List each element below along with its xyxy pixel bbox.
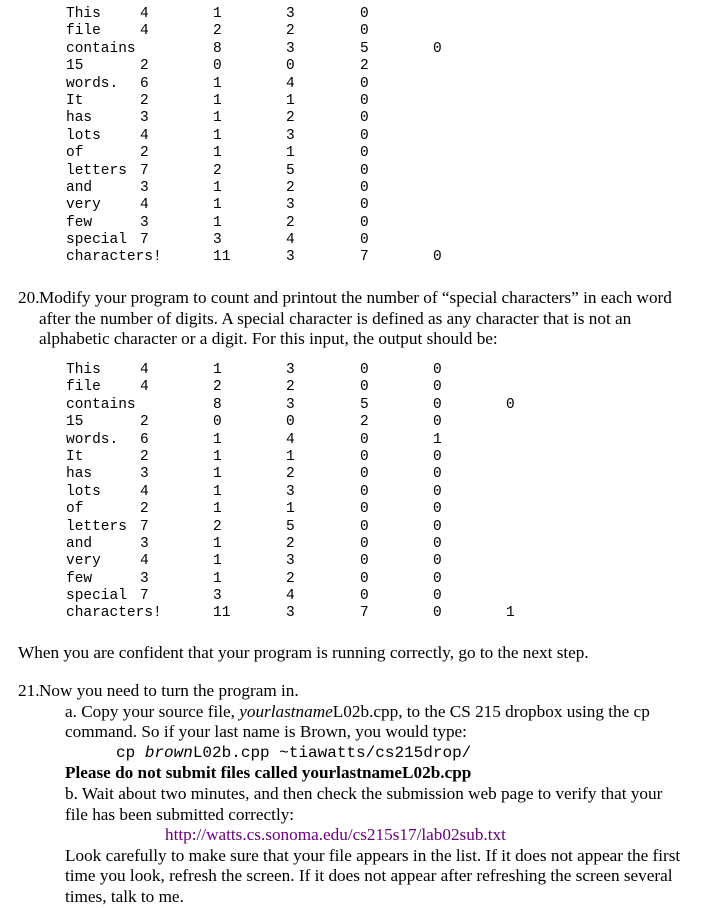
table-cell: contains: [66, 40, 136, 57]
table-cell: 0: [360, 75, 369, 92]
table-cell: 2: [140, 92, 149, 109]
table-cell: and: [66, 179, 93, 196]
step-21-intro: Now you need to turn the program in.: [39, 681, 299, 700]
table-cell: 0: [433, 535, 442, 552]
table-cell: 0: [433, 605, 442, 622]
table-cell: 2: [213, 518, 222, 535]
table-cell: 0: [360, 448, 369, 465]
table-cell: 3: [286, 127, 295, 144]
table-cell: 0: [506, 396, 515, 413]
step-20-line2: after the number of digits. A special character is defined as any character that is not an: [39, 308, 632, 328]
table-cell: 0: [286, 58, 295, 75]
look-line2: time you look, refresh the screen. If it does not appear after refreshing the screen several: [65, 866, 673, 886]
table-cell: 1: [213, 197, 222, 214]
table-cell: 0: [360, 127, 369, 144]
table-cell: 0: [360, 483, 369, 500]
table-cell: 1: [286, 145, 295, 162]
table-cell: 2: [286, 110, 295, 127]
table-cell: 2: [360, 58, 369, 75]
table-cell: contains: [66, 396, 136, 413]
table-cell: 0: [433, 483, 442, 500]
table-cell: 5: [286, 518, 295, 535]
table-cell: letters: [66, 518, 127, 535]
table-cell: 11: [213, 249, 231, 266]
table-cell: very: [66, 553, 101, 570]
step-20: [18, 288, 698, 350]
table-cell: 0: [433, 553, 442, 570]
step-20-line3: alphabetic character or a digit. For this input, the output should be:: [39, 329, 498, 349]
table-cell: 6: [140, 431, 149, 448]
table-cell: 7: [360, 249, 369, 266]
table-cell: 0: [360, 214, 369, 231]
table-cell: 2: [286, 466, 295, 483]
table-cell: 4: [140, 553, 149, 570]
table-cell: words.: [66, 431, 119, 448]
table-cell: 3: [140, 535, 149, 552]
table-cell: 1: [506, 605, 515, 622]
table-cell: 5: [360, 40, 369, 57]
table-cell: 0: [433, 249, 442, 266]
table-cell: 0: [360, 92, 369, 109]
table-cell: 0: [360, 535, 369, 552]
table-cell: 0: [433, 414, 442, 431]
table-cell: 7: [140, 588, 149, 605]
table-cell: 4: [140, 379, 149, 396]
table-cell: 2: [360, 414, 369, 431]
table-cell: 1: [213, 6, 222, 22]
table-cell: and: [66, 535, 93, 552]
table-cell: 7: [140, 518, 149, 535]
table-cell: 0: [213, 414, 222, 431]
table-cell: characters!: [66, 605, 162, 622]
step-21a-line2: command. So if your last name is Brown, you would type:: [65, 722, 467, 742]
confident-paragraph: When you are confident that your program is running correctly, go to the next step.: [18, 643, 589, 662]
table-cell: file: [66, 379, 101, 396]
table-cell: special: [66, 588, 127, 605]
table-cell: 0: [433, 448, 442, 465]
table-cell: 4: [286, 75, 295, 92]
table-cell: 1: [213, 214, 222, 231]
table-cell: 3: [286, 197, 295, 214]
table-cell: 0: [360, 232, 369, 249]
table-cell: 3: [286, 249, 295, 266]
table-cell: 0: [433, 501, 442, 518]
table-cell: 3: [140, 179, 149, 196]
table-cell: 0: [433, 379, 442, 396]
table-cell: 0: [360, 570, 369, 587]
table-cell: It: [66, 92, 84, 109]
table-cell: 3: [140, 570, 149, 587]
table-cell: 0: [360, 379, 369, 396]
table-cell: 0: [360, 553, 369, 570]
table-cell: 3: [286, 396, 295, 413]
table-cell: This: [66, 6, 101, 22]
table-cell: 0: [286, 414, 295, 431]
table-cell: 3: [213, 588, 222, 605]
table-cell: 0: [360, 162, 369, 179]
table-cell: It: [66, 448, 84, 465]
table-cell: 3: [286, 362, 295, 378]
table-cell: 0: [433, 588, 442, 605]
table-cell: 0: [213, 58, 222, 75]
table-cell: 1: [213, 179, 222, 196]
table-cell: 0: [433, 466, 442, 483]
table-cell: 0: [433, 396, 442, 413]
table-cell: 1: [286, 92, 295, 109]
table-cell: 4: [140, 127, 149, 144]
table-cell: 2: [140, 58, 149, 75]
table-cell: 0: [360, 145, 369, 162]
table-cell: 2: [140, 501, 149, 518]
table-cell: 0: [360, 197, 369, 214]
table-cell: 0: [360, 501, 369, 518]
table-cell: 1: [433, 431, 442, 448]
table-cell: 4: [140, 197, 149, 214]
table-cell: 5: [360, 396, 369, 413]
table-cell: file: [66, 23, 101, 40]
table-cell: 2: [286, 23, 295, 40]
table-cell: 2: [140, 448, 149, 465]
table-cell: 7: [140, 162, 149, 179]
look-line1: Look carefully to make sure that your file appears in the list. If it does not appear the first: [65, 845, 681, 865]
table-cell: 0: [433, 362, 442, 378]
table-cell: 15: [66, 58, 84, 75]
step-number: 21.: [18, 681, 40, 700]
step-21: [18, 681, 702, 908]
table-cell: 1: [213, 431, 222, 448]
table-cell: 7: [360, 605, 369, 622]
table-cell: 1: [213, 75, 222, 92]
table-cell: 4: [286, 588, 295, 605]
table-cell: 4: [286, 232, 295, 249]
table-cell: 0: [360, 431, 369, 448]
table-cell: 0: [360, 110, 369, 127]
table-cell: 1: [213, 127, 222, 144]
table-cell: has: [66, 110, 93, 127]
table-cell: 1: [213, 483, 222, 500]
table-cell: 1: [213, 92, 222, 109]
step-21b-line1: b. Wait about two minutes, and then check the submission web page to verify that your: [65, 783, 663, 803]
table-cell: 1: [213, 553, 222, 570]
look-line3: times, talk to me.: [65, 886, 184, 906]
table-cell: 0: [360, 588, 369, 605]
table-cell: characters!: [66, 249, 162, 266]
table-cell: 1: [286, 448, 295, 465]
table-cell: 0: [360, 23, 369, 40]
table-cell: 3: [140, 214, 149, 231]
table-cell: 0: [433, 40, 442, 57]
table-cell: very: [66, 197, 101, 214]
table-cell: 1: [213, 110, 222, 127]
table-cell: 4: [140, 483, 149, 500]
table-cell: 11: [213, 605, 231, 622]
table-cell: 1: [213, 362, 222, 378]
table-cell: 2: [140, 145, 149, 162]
table-cell: 1: [286, 501, 295, 518]
table-cell: 2: [286, 379, 295, 396]
table-cell: 2: [213, 162, 222, 179]
table-cell: 2: [213, 379, 222, 396]
table-cell: 0: [433, 570, 442, 587]
table-cell: 1: [213, 145, 222, 162]
table-cell: 7: [140, 232, 149, 249]
table-cell: few: [66, 570, 93, 587]
table-cell: 6: [140, 75, 149, 92]
table-cell: words.: [66, 75, 119, 92]
table-cell: 1: [213, 535, 222, 552]
table-cell: has: [66, 466, 93, 483]
copy-command: cp brownL02b.cpp ~tiawatts/cs215drop/: [116, 743, 472, 762]
step-21a-line1: a. Copy your source file, yourlastnameL02b.cpp, to the CS 215 dropbox using the cp: [65, 701, 650, 721]
submit-warning: Please do not submit files called yourlastnameL02b.cpp: [65, 763, 472, 783]
table-cell: 1: [213, 448, 222, 465]
table-cell: 2: [286, 214, 295, 231]
step-20-line1: Modify your program to count and printout the number of “special characters” in each word: [39, 288, 672, 307]
table-cell: 2: [286, 535, 295, 552]
table-cell: 0: [360, 518, 369, 535]
table-cell: of: [66, 501, 84, 518]
table-cell: 4: [140, 362, 149, 378]
table-cell: 8: [213, 40, 222, 57]
table-cell: 3: [286, 483, 295, 500]
table-cell: 1: [213, 501, 222, 518]
table-cell: 4: [140, 23, 149, 40]
table-cell: 0: [360, 179, 369, 196]
table-cell: 3: [140, 466, 149, 483]
table-cell: 2: [286, 570, 295, 587]
table-cell: letters: [66, 162, 127, 179]
table-cell: lots: [66, 127, 101, 144]
table-cell: 4: [286, 431, 295, 448]
step-21b-line2: file has been submitted correctly:: [65, 804, 295, 824]
table-cell: of: [66, 145, 84, 162]
table-cell: 1: [213, 570, 222, 587]
table-cell: 0: [360, 466, 369, 483]
table-cell: 15: [66, 414, 84, 431]
table-cell: 0: [360, 362, 369, 378]
table-cell: 3: [140, 110, 149, 127]
table-cell: 2: [140, 414, 149, 431]
table-cell: 1: [213, 466, 222, 483]
table-cell: lots: [66, 483, 101, 500]
table-cell: 2: [213, 23, 222, 40]
table-cell: 2: [286, 179, 295, 196]
table-cell: 0: [360, 6, 369, 22]
submission-link[interactable]: http://watts.cs.sonoma.edu/cs215s17/lab02sub.txt: [165, 825, 506, 845]
step-number: 20.: [18, 288, 40, 307]
table-cell: special: [66, 232, 127, 249]
table-cell: 5: [286, 162, 295, 179]
table-cell: 3: [286, 6, 295, 22]
table-cell: few: [66, 214, 93, 231]
table-cell: 3: [286, 553, 295, 570]
table-cell: 3: [213, 232, 222, 249]
table-cell: 0: [433, 518, 442, 535]
table-cell: 4: [140, 6, 149, 22]
table-cell: This: [66, 362, 101, 378]
table-cell: 8: [213, 396, 222, 413]
table-cell: 3: [286, 40, 295, 57]
table-cell: 3: [286, 605, 295, 622]
